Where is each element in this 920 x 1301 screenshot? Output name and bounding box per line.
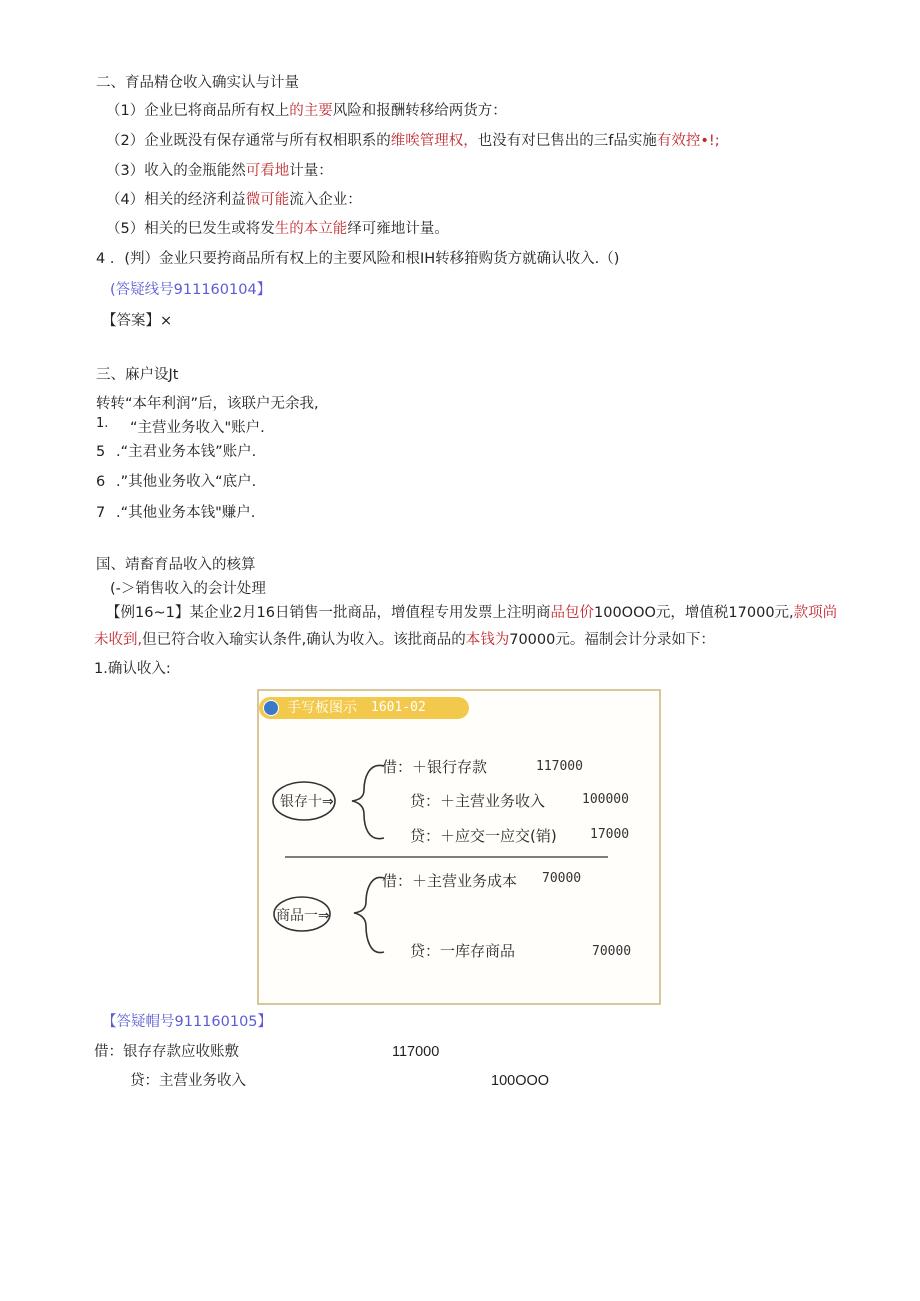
list-item-number: 6 bbox=[96, 474, 106, 490]
board-entry: 贷：＋应交一应交(销) bbox=[410, 827, 557, 845]
board-amount: 70000 bbox=[542, 871, 582, 886]
board-title-bar bbox=[259, 697, 469, 719]
board-amount: 70000 bbox=[592, 944, 632, 959]
board-amount: 100000 bbox=[582, 792, 629, 807]
journal-entry-credit: 贷：主营业务收入 bbox=[130, 1073, 246, 1089]
board-entry: 借：＋银行存款 bbox=[382, 758, 488, 776]
board-amount: 117000 bbox=[536, 759, 583, 774]
section-heading: 二、育品精仓收入确实认与计量 bbox=[96, 75, 299, 91]
condition-5: （5）相关的巳发生或将发生的本立能绎可雍地计量。 bbox=[106, 221, 449, 237]
board-code: 1601-02 bbox=[371, 700, 426, 715]
list-item-number: 7 bbox=[96, 505, 106, 521]
subsection-heading: (-＞销售收入的会计处理 bbox=[110, 581, 266, 597]
list-item: “主营业务收入"账户. bbox=[130, 420, 265, 436]
condition-3: （3）收入的金瓶能然可看地计量： bbox=[106, 163, 333, 179]
journal-amount: 117000 bbox=[392, 1044, 440, 1060]
journal-amount: 100OOO bbox=[491, 1073, 550, 1089]
step-label: 1.确认收入: bbox=[94, 661, 171, 677]
list-item-number: 1. bbox=[96, 416, 109, 431]
journal-entry-debit: 借：银存存款应收账敷 bbox=[94, 1044, 239, 1060]
question-4: 4 ．(判）金业只要挎商品所有权上的主要风险和根IH转移箝购货方就确认收入.（) bbox=[96, 251, 620, 267]
board-title: 手写板图示 bbox=[287, 700, 357, 716]
list-item: .“主君业务本钱”账户. bbox=[116, 444, 257, 460]
board-entry: 借：＋主营业务成本 bbox=[382, 872, 518, 890]
pen-icon bbox=[263, 700, 279, 716]
section-heading: 国、靖畜育品收入的核算 bbox=[96, 557, 256, 573]
qa-reference-link[interactable]: (答疑线号911160104】 bbox=[110, 282, 272, 298]
example-line-1: 【例16~1】某企业2月16日销售一批商品，增值程专用发票上注明商品包价100OOO元，增值税17000元,款项尚 bbox=[106, 605, 838, 621]
list-item-number: 5 bbox=[96, 444, 106, 460]
list-item: .”其他业务收入“底户. bbox=[116, 474, 257, 490]
answer: 【答案】× bbox=[102, 313, 173, 329]
condition-1: （1）企业巳将商品所有权上的主要风险和报酬转移给两货方： bbox=[106, 103, 507, 119]
board-entry: 贷：＋主营业务收入 bbox=[410, 792, 546, 810]
section-intro: 转转“本年利润”后，该联户无余我, bbox=[96, 396, 319, 412]
qa-reference-link[interactable]: 【答疑帽号911160105】 bbox=[102, 1014, 273, 1030]
condition-4: （4）相关的经济利益微可能流入企业： bbox=[106, 192, 362, 208]
list-item: .“其他业务本钱"赚户. bbox=[116, 505, 256, 521]
group2-label: 商品一⇒ bbox=[276, 908, 330, 924]
board-entry: 贷：一库存商品 bbox=[410, 942, 516, 960]
group1-label: 银存十⇒ bbox=[280, 794, 334, 810]
section-heading: 三、麻户设Jt bbox=[96, 367, 179, 383]
condition-2: （2）企业既没有保存通常与所有权相职系的维唉管理权，也没有对巳售出的三f品实施有效控•!; bbox=[106, 133, 720, 149]
board-amount: 17000 bbox=[590, 827, 630, 842]
example-line-2: 未收到,但已符合收入瑜实认条件,确认为收入。该批商品的本钱为70000元。福制会计分录如下： bbox=[94, 632, 715, 648]
